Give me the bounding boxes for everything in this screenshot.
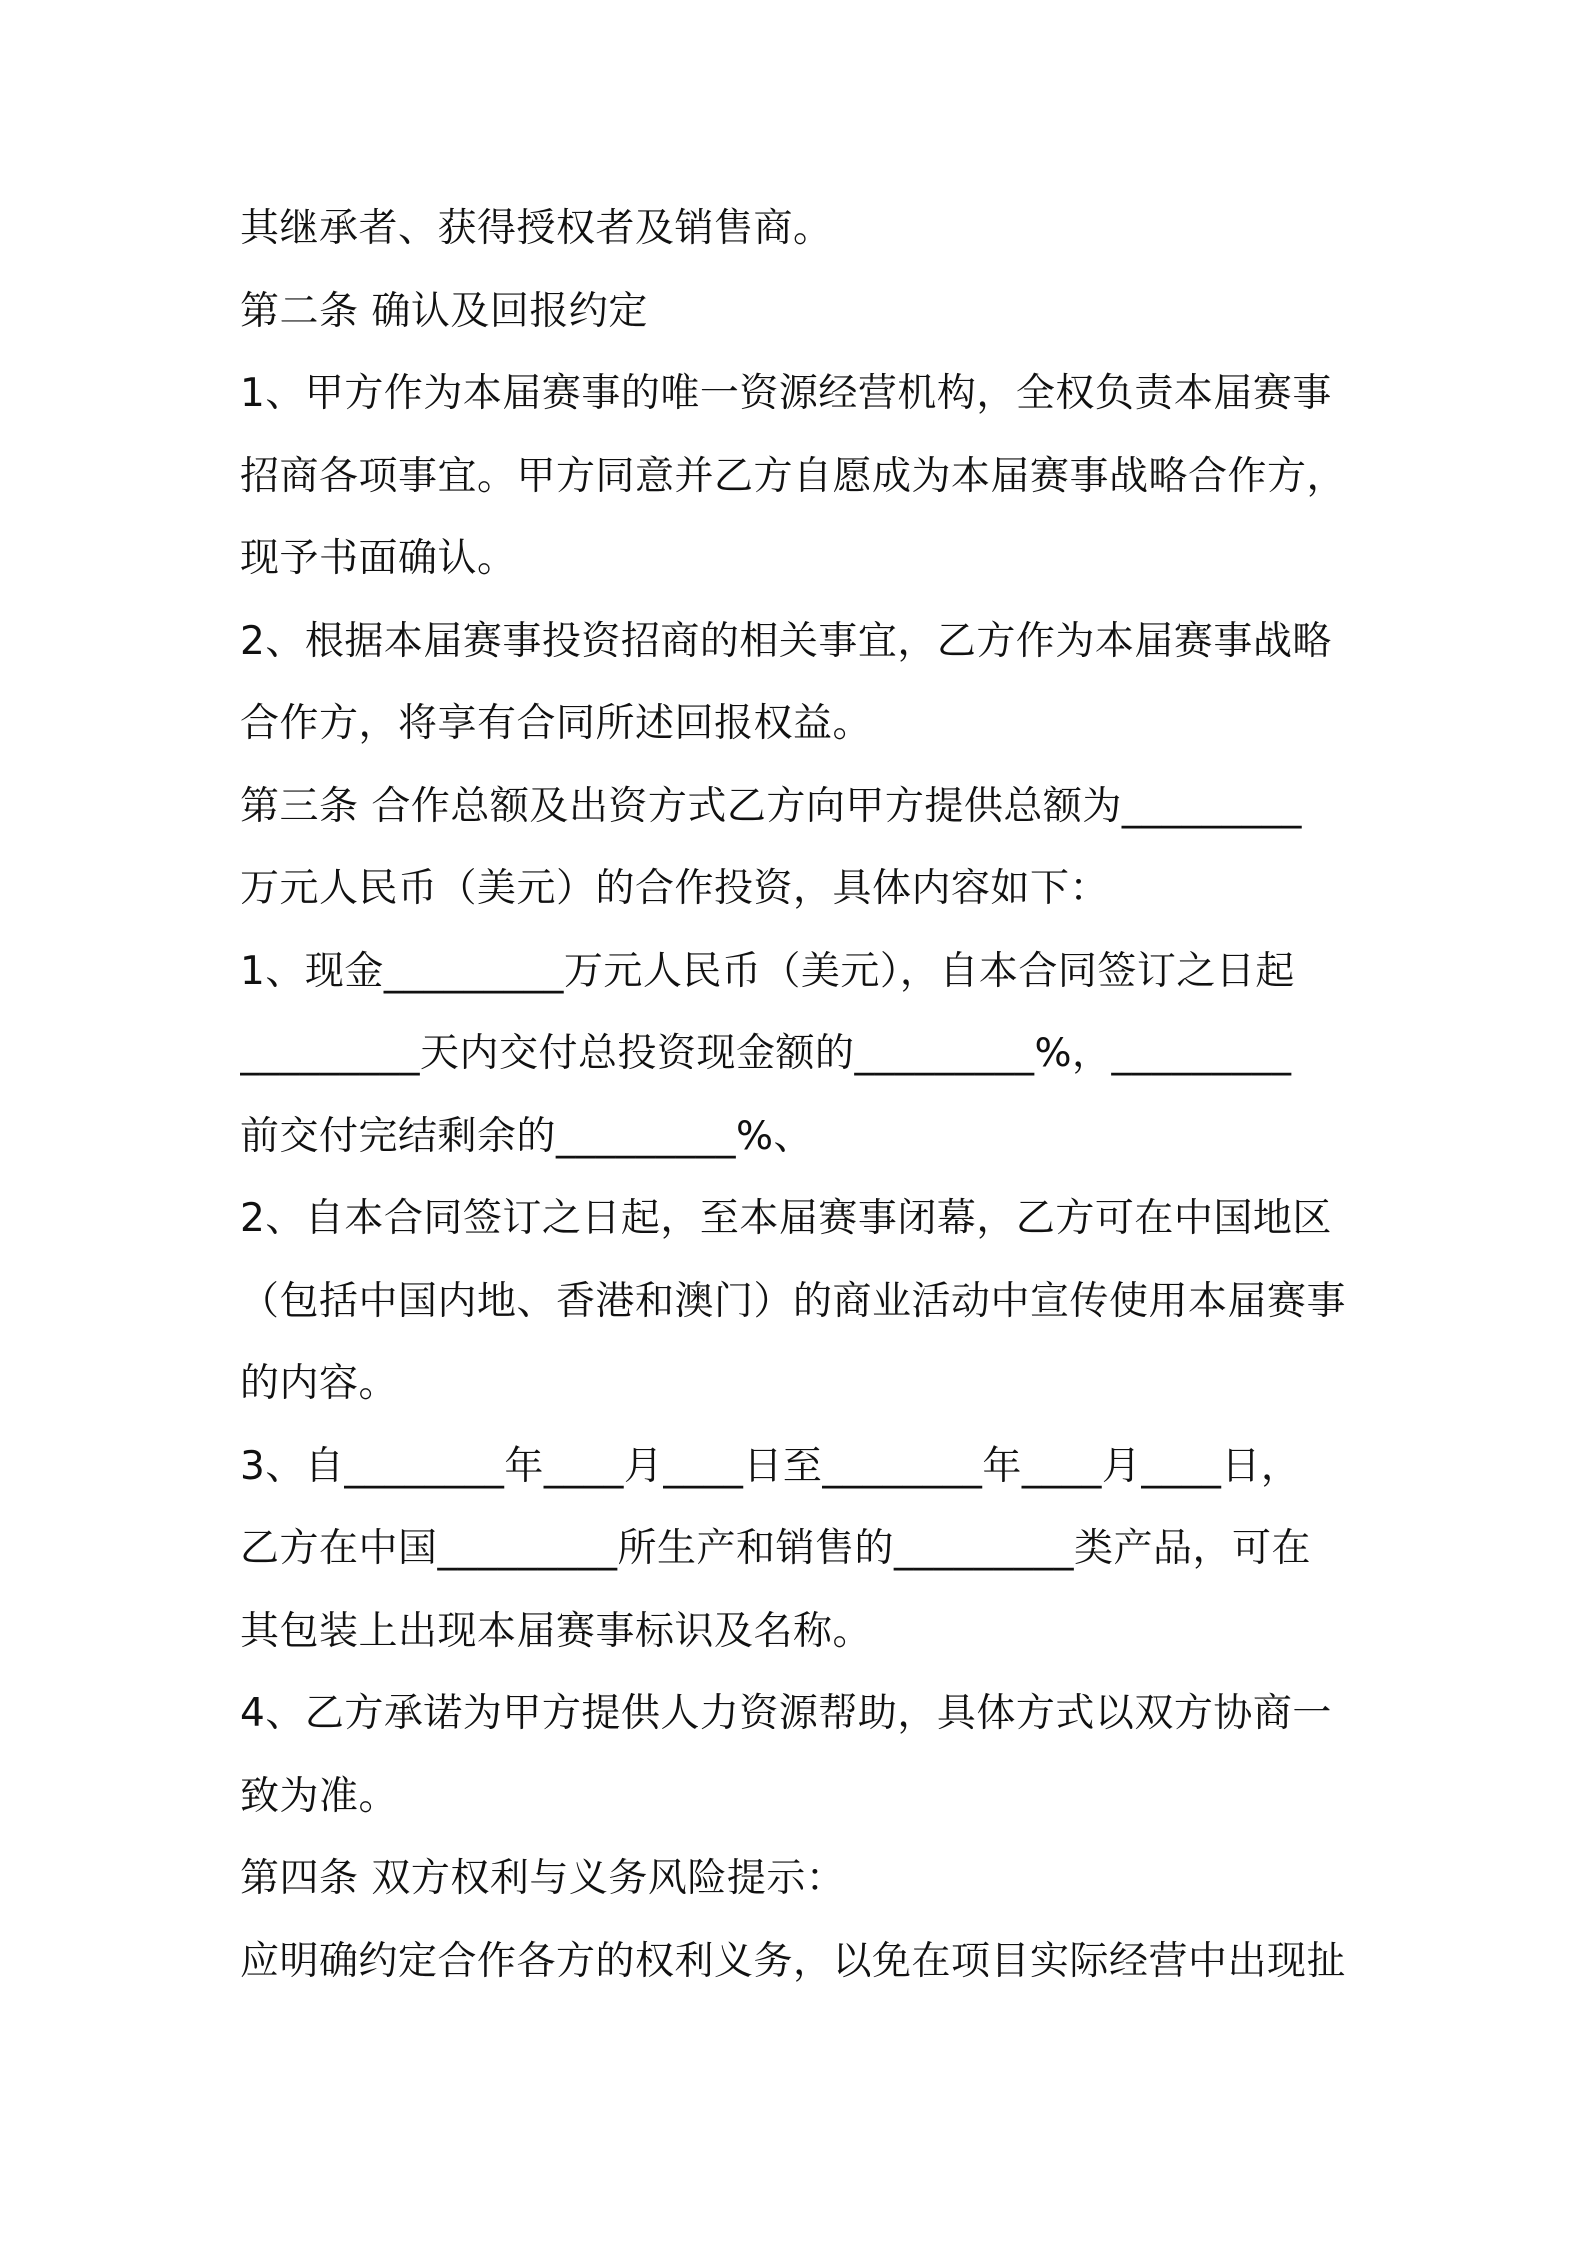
text-line-heirs: 其继承者、获得授权者及销售商。 bbox=[240, 206, 833, 251]
article-2-heading: 第二条 确认及回报约定 bbox=[240, 288, 648, 334]
document-body bbox=[240, 188, 1366, 2003]
article-3-clause-2-line-3: 的内容。 bbox=[240, 1361, 399, 1406]
article-2-clause-2-line-1: 2、根据本届赛事投资招商的相关事宜，乙方作为本届赛事战略 bbox=[240, 618, 1332, 664]
article-3-clause-2-line-2: （包括中国内地、香港和澳门）的商业活动中宣传使用本届赛事 bbox=[240, 1278, 1347, 1324]
article-2-clause-1-line-1: 1、甲方作为本届赛事的唯一资源经营机构，全权负责本届赛事 bbox=[240, 371, 1332, 416]
article-3-clause-4-line-2: 致为准。 bbox=[240, 1773, 399, 1819]
article-3-clause-1-line-2: _________天内交付总投资现金额的_________%，_________ bbox=[240, 1031, 1292, 1076]
article-2-clause-2-line-2: 合作方，将享有合同所述回报权益。 bbox=[240, 701, 873, 746]
article-3-clause-1-line-3: 前交付完结剩余的_________%、 bbox=[240, 1113, 814, 1159]
article-3-intro: 万元人民币（美元）的合作投资，具体内容如下： bbox=[240, 866, 1110, 911]
article-2-clause-1-line-2: 招商各项事宜。甲方同意并乙方自愿成为本届赛事战略合作方， bbox=[240, 453, 1347, 499]
article-3-clause-2-line-1: 2、自本合同签订之日起，至本届赛事闭幕，乙方可在中国地区 bbox=[240, 1196, 1332, 1241]
article-3-clause-3-line-1: 3、自________年____月____日至________年____月____日， bbox=[240, 1443, 1301, 1489]
article-3-clause-3-line-2: 乙方在中国_________所生产和销售的_________类产品，可在 bbox=[240, 1526, 1312, 1571]
article-3-clause-3-line-3: 其包装上出现本届赛事标识及名称。 bbox=[240, 1608, 873, 1654]
article-2-clause-1-line-3: 现予书面确认。 bbox=[240, 536, 517, 581]
article-3-clause-4-line-1: 4、乙方承诺为甲方提供人力资源帮助，具体方式以双方协商一 bbox=[240, 1691, 1332, 1736]
article-4-text-line-1: 应明确约定合作各方的权利义务，以免在项目实际经营中出现扯 bbox=[240, 1938, 1347, 1984]
article-3-heading: 第三条 合作总额及出资方式乙方向甲方提供总额为_________ bbox=[240, 783, 1302, 829]
article-3-clause-1-line-1: 1、现金_________万元人民币（美元），自本合同签订之日起 bbox=[240, 948, 1295, 994]
article-4-heading: 第四条 双方权利与义务风险提示： bbox=[240, 1856, 846, 1901]
